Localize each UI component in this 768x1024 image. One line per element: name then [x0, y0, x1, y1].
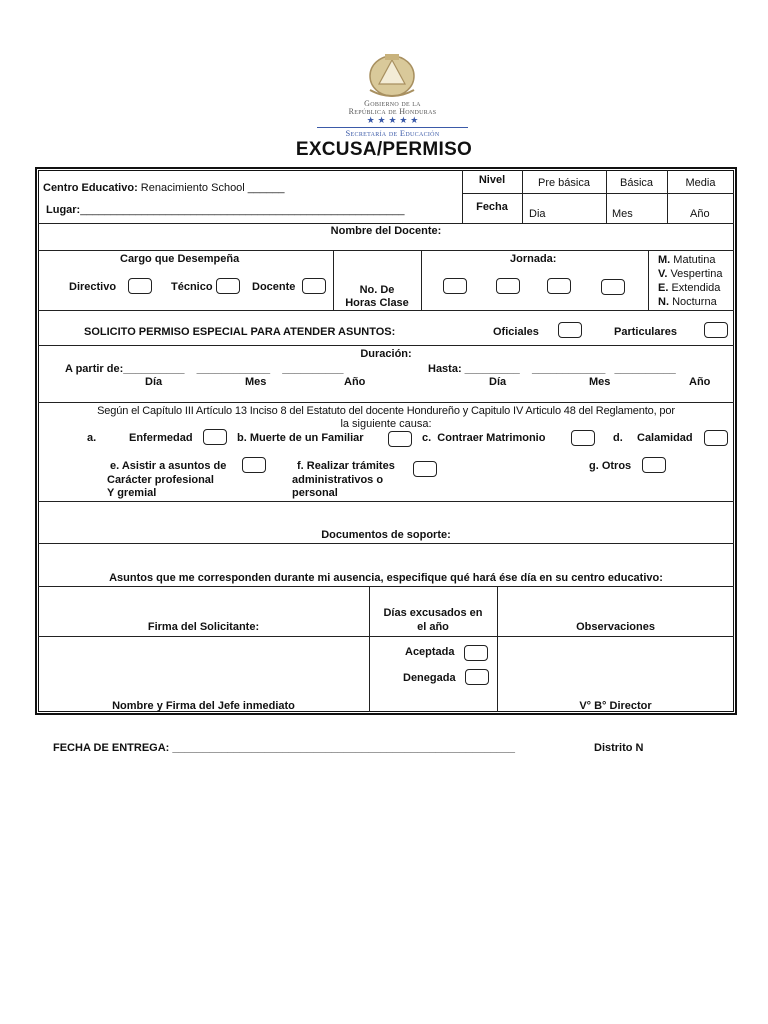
divider [38, 345, 734, 346]
fecha-dia: Dia [529, 208, 546, 220]
causa-intro-2: la siguiente causa: [340, 418, 432, 430]
oficiales-checkbox[interactable] [558, 322, 582, 338]
denegada-label: Denegada [403, 672, 456, 684]
causa-d-letter: d. [613, 432, 623, 444]
seal-line-3: Secretaría de Educación [345, 128, 440, 138]
coat-of-arms-icon [315, 50, 470, 100]
causa-f-line1: f. Realizar trámites [297, 460, 395, 472]
cargo-docente-label: Docente [252, 281, 296, 293]
causa-enfermedad-label: Enfermedad [129, 432, 193, 444]
seal-line-1: Gobierno de la [364, 99, 421, 108]
calamidad-checkbox[interactable] [704, 430, 728, 446]
jornada-key-matutina [658, 254, 716, 267]
horas-clase-line2: Horas Clase [345, 297, 409, 309]
val-m: Matutina [673, 254, 716, 266]
a-partir-de: A partir de:__________ ____________ __________ [65, 363, 344, 375]
fecha-anio: Año [690, 208, 710, 220]
causa-e-line2: Carácter profesional [107, 474, 214, 486]
docente-checkbox[interactable] [302, 278, 326, 294]
centro-value: Renacimiento School ______ [140, 182, 285, 194]
fecha-label: Fecha [476, 201, 508, 213]
firma-solicitante-label: Firma del Solicitante: [147, 621, 260, 633]
causa-a-letter: a. [87, 432, 97, 444]
causa-e-line1: e. Asistir a asuntos de [110, 460, 227, 472]
val-e: Extendida [671, 282, 721, 294]
aceptada-checkbox[interactable] [464, 645, 488, 661]
page-title: EXCUSA/PERMISO [295, 139, 473, 160]
matrimonio-checkbox[interactable] [571, 430, 595, 446]
nivel-basica[interactable]: Básica [619, 177, 654, 189]
jefe-inmediato-label: Nombre y Firma del Jefe inmediato [112, 700, 295, 712]
divider [38, 636, 734, 637]
asuntos-gremial-checkbox[interactable] [242, 457, 266, 473]
jornada-key-nocturna [658, 296, 717, 309]
particulares-label: Particulares [614, 326, 677, 338]
aceptada-label: Aceptada [405, 646, 455, 658]
nombre-docente-label: Nombre del Docente: [330, 225, 442, 237]
solicito-text: SOLICITO PERMISO ESPECIAL PARA ATENDER ASUNTOS: [84, 326, 396, 338]
dias-excusados-line1: Días excusados en [383, 607, 483, 619]
asuntos-label: Asuntos que me corresponden durante mi ausencia, especifique qué hará ése día en su centro educativo: [109, 572, 663, 584]
cargo-directivo-label: Directivo [69, 281, 117, 293]
documentos-label: Documentos de soporte: [321, 529, 451, 541]
causa-otros-label: g. Otros [589, 460, 632, 472]
causa-calamidad-label: Calamidad [637, 432, 693, 444]
jornada-key-extendida [658, 282, 720, 295]
divider [38, 402, 734, 403]
divider [421, 250, 422, 310]
causa-e-line3: Y gremial [107, 487, 157, 499]
lugar [46, 204, 404, 216]
val-n: Nocturna [672, 296, 717, 308]
particulares-checkbox[interactable] [704, 322, 728, 338]
divider [38, 543, 734, 544]
causa-intro-1: Según el Capítulo III Artículo 13 Inciso 8 del Estatuto del docente Hondureño y Capitulo IV Articulo 48 del Reglamento, por [97, 405, 675, 417]
fecha-entrega: FECHA DE ENTREGA: ________________________________________________________ [53, 742, 515, 754]
desde-dia: Día [145, 376, 163, 388]
key-v: V. [658, 268, 668, 280]
otros-checkbox[interactable] [642, 457, 666, 473]
lugar-label: Lugar: [46, 204, 81, 216]
cargo-title: Cargo que Desempeña [120, 253, 240, 265]
tecnico-checkbox[interactable] [216, 278, 240, 294]
divider [369, 586, 370, 712]
jornada-checkbox-2[interactable] [496, 278, 520, 294]
cargo-tecnico-label: Técnico [171, 281, 213, 293]
key-m: M. [658, 254, 671, 266]
jornada-label: Jornada: [510, 253, 557, 265]
hasta-anio: Año [689, 376, 711, 388]
dias-excusados-line2: el año [417, 621, 449, 633]
nivel-pre-basica[interactable]: Pre básica [538, 177, 590, 189]
seal-logo [315, 50, 470, 138]
divider [38, 250, 734, 251]
centro-educativo [43, 182, 285, 194]
seal-stars: ★ ★ ★ ★ ★ [366, 116, 419, 126]
desde-mes: Mes [245, 376, 267, 388]
divider [648, 250, 649, 310]
desde-anio: Año [344, 376, 366, 388]
divider [38, 501, 734, 502]
oficiales-label: Oficiales [493, 326, 539, 338]
nivel-media[interactable]: Media [685, 177, 716, 189]
jornada-key-vespertina [658, 268, 722, 281]
nivel-label: Nivel [478, 174, 506, 186]
fecha-mes: Mes [612, 208, 633, 220]
denegada-checkbox[interactable] [465, 669, 489, 685]
causa-muerte-label: b. Muerte de un Familiar [237, 432, 364, 444]
causa-matrimonio-label: c. Contraer Matrimonio [422, 432, 546, 444]
divider [462, 193, 734, 194]
divider [38, 586, 734, 587]
jornada-checkbox-3[interactable] [547, 278, 571, 294]
directivo-checkbox[interactable] [128, 278, 152, 294]
centro-label: Centro Educativo: [43, 182, 138, 194]
seal-line-2: República de Honduras [348, 107, 437, 116]
tramites-checkbox[interactable] [413, 461, 437, 477]
jornada-checkbox-4[interactable] [601, 279, 625, 295]
observaciones-label: Observaciones [576, 621, 655, 633]
hasta: Hasta: _________ ____________ __________ [428, 363, 676, 375]
enfermedad-checkbox[interactable] [203, 429, 227, 445]
causa-f-line3: personal [292, 487, 338, 499]
divider [38, 310, 734, 311]
divider [497, 586, 498, 712]
val-v: Vespertina [670, 268, 723, 280]
duracion-title: Duración: [360, 348, 412, 360]
horas-clase-line1: No. De [359, 284, 395, 296]
divider [38, 223, 734, 224]
muerte-familiar-checkbox[interactable] [388, 431, 412, 447]
key-e: E. [658, 282, 669, 294]
hasta-mes: Mes [589, 376, 611, 388]
causa-f-line2: administrativos o [292, 474, 384, 486]
distrito-label: Distrito N [594, 742, 644, 754]
key-n: N. [658, 296, 669, 308]
lugar-line: _____________________________________________________ [80, 204, 405, 216]
jornada-checkbox-1[interactable] [443, 278, 467, 294]
hasta-dia: Día [489, 376, 507, 388]
director-label: V° B° Director [579, 700, 652, 712]
